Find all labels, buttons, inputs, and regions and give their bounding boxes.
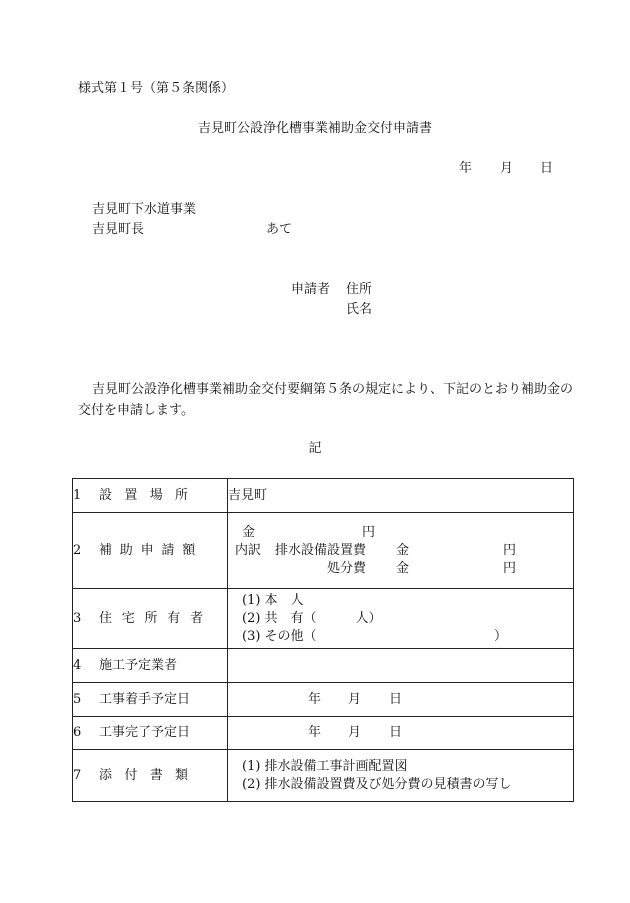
label-text: 施工予定業者 bbox=[99, 657, 178, 673]
label-text: 工事着手予定日 bbox=[99, 691, 191, 707]
row-label bbox=[73, 479, 228, 513]
row-number: 5 bbox=[73, 691, 82, 707]
owner-option-shared[interactable]: (2) 共 有（ 人） bbox=[242, 610, 382, 626]
drainage-cost-label: 排水設備設置費 bbox=[275, 542, 367, 558]
table-row bbox=[73, 513, 574, 589]
en-label: 円 bbox=[362, 524, 376, 540]
subsidy-amount-cell[interactable] bbox=[228, 513, 574, 589]
row-number: 1 bbox=[73, 487, 82, 503]
row-label bbox=[73, 513, 228, 589]
kin-label: 金 bbox=[242, 524, 256, 540]
year-label: 年 bbox=[308, 691, 322, 707]
date-month-label: 月 bbox=[500, 161, 514, 176]
home-owner-cell[interactable] bbox=[228, 589, 574, 649]
table-row bbox=[73, 717, 574, 750]
date-day-label: 日 bbox=[540, 161, 554, 176]
label-text: 補助申請額 bbox=[99, 542, 204, 558]
label-text: 住宅所有者 bbox=[99, 610, 213, 626]
row-number: 4 bbox=[73, 657, 82, 673]
attachment-item: (1) 排水設備工事計画配置図 bbox=[242, 758, 408, 774]
row-label bbox=[73, 589, 228, 649]
row-number: 3 bbox=[73, 610, 82, 626]
date-year-label: 年 bbox=[459, 161, 473, 176]
table-row bbox=[73, 750, 574, 802]
kin-label: 金 bbox=[396, 542, 410, 558]
row-number: 7 bbox=[73, 767, 82, 783]
year-label: 年 bbox=[308, 725, 322, 740]
disposal-cost-label: 処分費 bbox=[327, 560, 367, 576]
row-number: 2 bbox=[73, 542, 82, 558]
label-text: 設置場所 bbox=[99, 487, 201, 503]
en-label: 円 bbox=[503, 542, 517, 558]
table-row bbox=[73, 479, 574, 513]
owner-option-self[interactable]: (1) 本 人 bbox=[242, 592, 304, 608]
row-label bbox=[73, 717, 228, 750]
applicant-name-label: 氏名 bbox=[346, 302, 373, 317]
row-number: 6 bbox=[73, 725, 82, 740]
ki-heading: 記 bbox=[308, 441, 322, 456]
closing-paren: ） bbox=[494, 628, 508, 644]
document-title: 吉見町公設浄化槽事業補助金交付申請書 bbox=[197, 121, 432, 136]
breakdown-label: 内訳 bbox=[235, 542, 262, 558]
day-label: 日 bbox=[389, 691, 403, 707]
month-label: 月 bbox=[348, 691, 362, 707]
month-label: 月 bbox=[348, 725, 362, 740]
form-number: 様式第１号（第５条関係） bbox=[78, 81, 235, 96]
contractor-value[interactable] bbox=[228, 649, 574, 683]
addressee-title: 吉見町長 bbox=[92, 222, 145, 237]
owner-option-other[interactable]: (3) その他（ bbox=[242, 628, 317, 644]
label-text: 工事完了予定日 bbox=[99, 725, 191, 740]
installation-location-value[interactable]: 吉見町 bbox=[228, 479, 574, 513]
row-label bbox=[73, 649, 228, 683]
attachment-item: (2) 排水設備設置費及び処分費の見積書の写し bbox=[242, 776, 512, 792]
kin-label: 金 bbox=[396, 560, 410, 576]
application-table bbox=[72, 478, 574, 802]
label-text: 添付書類 bbox=[99, 767, 201, 783]
en-label: 円 bbox=[503, 560, 517, 576]
applicant-address-label: 住所 bbox=[346, 282, 373, 297]
day-label: 日 bbox=[389, 725, 403, 740]
addressee-suffix: あて bbox=[266, 222, 293, 237]
table-row bbox=[73, 649, 574, 683]
table-row bbox=[73, 589, 574, 649]
row-label bbox=[73, 750, 228, 802]
applicant-label: 申請者 bbox=[291, 282, 331, 297]
completion-date-cell[interactable] bbox=[228, 717, 574, 750]
row-label bbox=[73, 683, 228, 717]
attachments-cell bbox=[228, 750, 574, 802]
application-statement: 吉見町公設浄化槽事業補助金交付要綱第５条の規定により、下記のとおり補助金の交付を申請します。 bbox=[78, 382, 574, 418]
addressee-org: 吉見町下水道事業 bbox=[92, 202, 197, 217]
start-date-cell[interactable] bbox=[228, 683, 574, 717]
table-row bbox=[73, 683, 574, 717]
